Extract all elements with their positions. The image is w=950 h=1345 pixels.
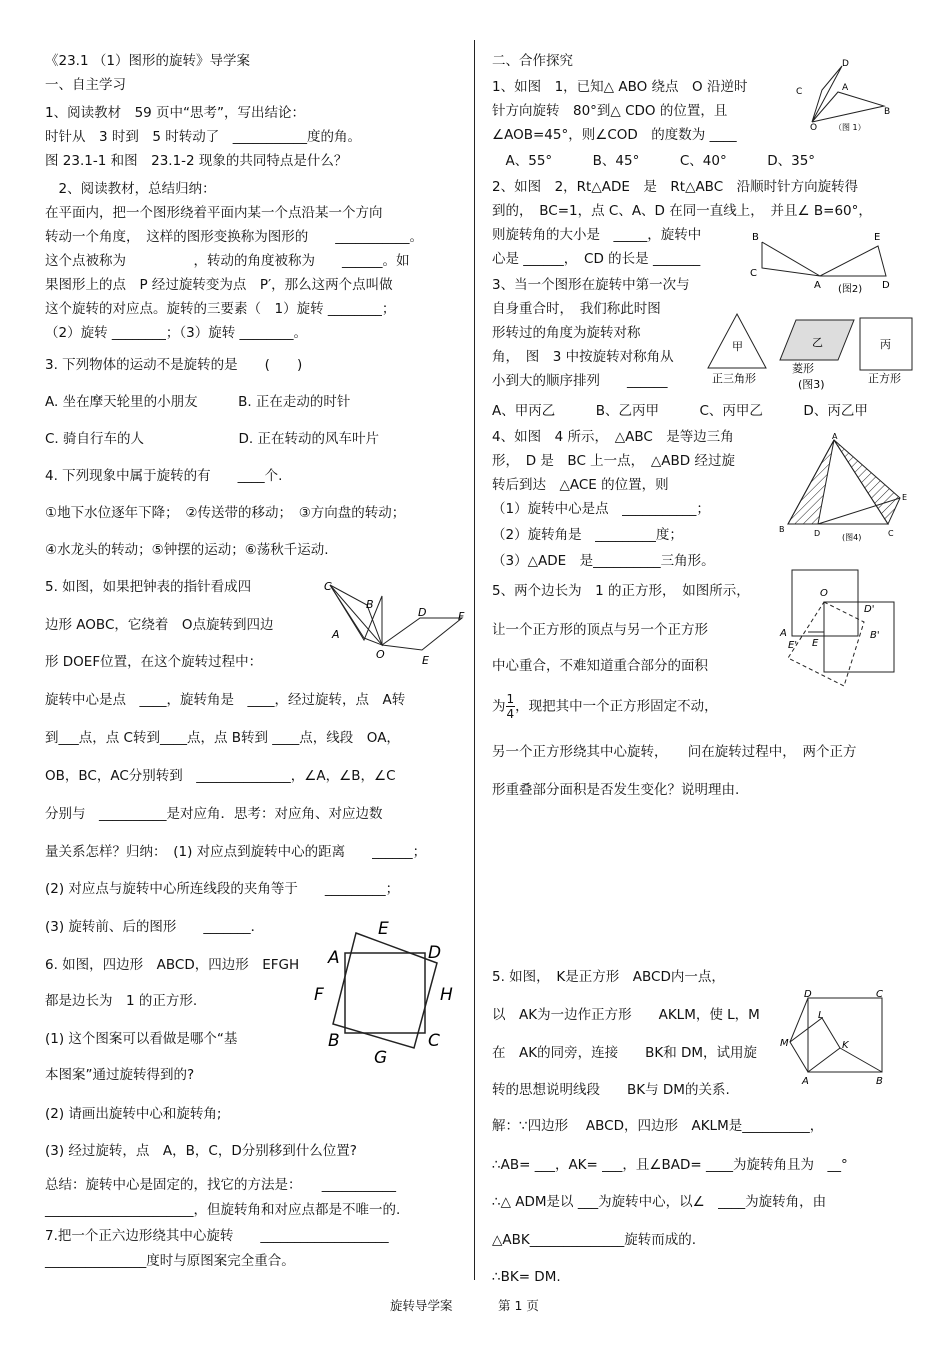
text-line: △ABK______________旋转而成的. — [492, 1232, 697, 1248]
label-B: B — [779, 525, 785, 534]
text-line: 则旋转角的大小是 _____，旋转中 — [492, 227, 702, 243]
text-line: 以 AK为一边作正方形 AKLM，使 L，M — [492, 1007, 760, 1023]
text-line: 2、如图 2，Rt△ADE 是 Rt△ABC 沿顺时针方向旋转得 — [492, 179, 859, 195]
text-line: 心是 ______， CD 的长是 _______ — [492, 251, 701, 267]
text-line: ______________________，但旋转角和对应点都是不唯一的. — [45, 1202, 401, 1218]
label-E: E — [874, 232, 881, 243]
text-line: 解：∵四边形 ABCD，四边形 AKLM是__________， — [492, 1118, 824, 1134]
figure-overlapping-squares — [778, 564, 906, 694]
caption-fig2: (图2) — [838, 284, 863, 295]
text-line: 3、当一个图形在旋转中第一次与 — [492, 277, 690, 293]
text-line: A、甲丙乙 B、乙丙甲 C、丙甲乙 D、丙乙甲 — [492, 403, 868, 419]
text-line: （1）旋转中心是点 ___________； — [492, 501, 710, 517]
text-line: (3) 经过旋转，点 A，B，C，D分别移到什么位置? — [45, 1143, 357, 1159]
label-O: O — [376, 648, 385, 661]
label-B: B — [366, 598, 374, 611]
text-line: 旋转中心是点 ____，旋转角是 ____，经过旋转，点 A转 — [45, 692, 406, 708]
text-line: 在平面内，把一个图形绕着平面内某一个点沿某一个方向 — [45, 205, 383, 221]
label-A: A — [780, 628, 787, 639]
label-E: E — [378, 919, 389, 939]
text-line: 边形 AOBC，它绕着 O点旋转到四边 — [45, 617, 274, 633]
caption-rhombus: 菱形 — [792, 362, 814, 375]
text-line: 转后到达 △ACE 的位置，则 — [492, 477, 669, 493]
label-E: E — [812, 638, 819, 649]
label-B: B — [328, 1031, 340, 1051]
text-line: 一、自主学习 — [45, 77, 126, 93]
label-A: A — [332, 628, 340, 641]
label-O: O — [820, 588, 828, 599]
footer-page-number: 第 1 页 — [498, 1298, 539, 1313]
text-line: A. 坐在摩天轮里的小朋友 B. 正在走动的时针 — [45, 394, 351, 410]
label-F: F — [458, 610, 465, 623]
figure-clock-quadrilaterals — [322, 580, 472, 675]
text-line: ④水龙头的转动；⑤钟摆的运动；⑥荡秋千运动. — [45, 542, 329, 558]
text-line: 在 AK的同旁，连接 BK和 DM，试用旋 — [492, 1045, 758, 1061]
text-line: 角， 图 3 中按旋转对称角从 — [492, 349, 674, 365]
fraction-line: 为 $\frac{1}{4}$ ，现把其中一个正方形固定不动， — [492, 692, 718, 721]
text-line: 让一个正方形的顶点与另一个正方形 — [492, 622, 708, 638]
text-line: 另一个正方形绕其中心旋转， 问在旋转过程中， 两个正方 — [492, 744, 857, 760]
label-Bprime: B' — [870, 630, 880, 641]
label-D: D — [428, 943, 442, 963]
label-bing: 丙 — [880, 338, 891, 351]
text-line: 这个点被称为 ，转动的角度被称为 ______。如 — [45, 253, 410, 269]
figure-two-squares — [310, 918, 460, 1068]
text-line: 5、两个边长为 1 的正方形， 如图所示， — [492, 583, 750, 599]
text-line: 本图案”通过旋转得到的? — [45, 1067, 195, 1083]
caption-triangle: 正三角形 — [712, 372, 756, 385]
text-line: (3) 旋转前、后的图形 _______． — [45, 919, 265, 935]
label-H: H — [440, 985, 453, 1005]
label-G: G — [374, 1048, 388, 1068]
label-D: D — [804, 989, 812, 1000]
text-line: 转的思想说明线段 BK与 DM的关系. — [492, 1082, 730, 1098]
text-line: 图 23.1-1 和图 23.1-2 现象的共同特点是什么？ — [45, 153, 348, 169]
text-line: 形转过的角度为旋转对称 — [492, 325, 641, 341]
caption-fig4: (图4) — [842, 533, 862, 542]
label-A: A — [832, 432, 838, 441]
label-B: B — [884, 107, 891, 117]
label-B: B — [876, 1076, 883, 1087]
text-line: 2、阅读教材，总结归纳： — [45, 181, 216, 197]
text-line: 5. 如图， K是正方形 ABCD内一点， — [492, 969, 725, 985]
text-line: 到___点，点 C转到____点，点 B转到 ____点，线段 OA， — [45, 730, 400, 746]
label-O: O — [810, 123, 818, 133]
text-line: 二、合作探究 — [492, 53, 573, 69]
label-A: A — [842, 83, 849, 93]
label-K: K — [842, 1040, 849, 1051]
text-line: (2) 对应点与旋转中心所连线段的夹角等于 _________； — [45, 881, 400, 897]
column-divider — [474, 40, 475, 1280]
label-D: D — [814, 529, 821, 538]
label-D: D — [882, 280, 890, 291]
label-jia: 甲 — [732, 340, 743, 353]
text-line: 果图形上的点 P 经过旋转变为点 P′，那么这两个点叫做 — [45, 277, 393, 293]
text-line: (2) 请画出旋转中心和旋转角; — [45, 1106, 222, 1122]
figure-3 — [704, 310, 914, 392]
text-line: 4、如图 4 所示， △ABC 是等边三角 — [492, 429, 734, 445]
caption-square: 正方形 — [868, 372, 901, 385]
label-C: C — [750, 268, 757, 279]
label-A: A — [328, 948, 340, 968]
text-line: 7.把一个正六边形绕其中心旋转 ___________________ — [45, 1228, 389, 1244]
figure-2 — [750, 228, 900, 296]
label-D: D — [418, 606, 427, 619]
text-line: 1、阅读教材 59 页中“思考”，写出结论： — [45, 105, 306, 121]
text-line: 总结：旋转中心是固定的，找它的方法是： ___________ — [45, 1177, 396, 1193]
text-line: 中心重合，不难知道重合部分的面积 — [492, 658, 708, 674]
label-yi: 乙 — [812, 336, 823, 349]
label-M: M — [780, 1038, 789, 1049]
text-line: 4. 下列现象中属于旋转的有 ____个. — [45, 468, 283, 484]
text-line: 6. 如图，四边形 ABCD，四边形 EFGH — [45, 957, 300, 973]
text-line: 到的， BC=1，点 C、A、D 在同一直线上， 并且∠ B=60°， — [492, 203, 872, 219]
label-Eprime: E' — [788, 640, 798, 651]
label-C: C — [888, 529, 894, 538]
text-line: 形 DOEF位置，在这个旋转过程中： — [45, 654, 263, 670]
text-line: 《23.1 （1）图形的旋转》导学案 — [45, 53, 250, 69]
text-line: 1、如图 1，已知△ ABO 绕点 O 沿逆时 — [492, 79, 748, 95]
label-C: C — [324, 580, 332, 593]
text-line: 分别与 __________是对应角．思考：对应角、对应边数 — [45, 806, 383, 822]
text-line: ∴△ ADM是以 ___为旋转中心，以∠ ____为旋转角，由 — [492, 1194, 827, 1210]
figure-1 — [790, 56, 900, 136]
label-Dprime: D' — [864, 604, 875, 615]
text-line: 5. 如图，如果把钟表的指针看成四 — [45, 579, 252, 595]
footer-title: 旋转导学案 — [390, 1298, 453, 1313]
label-F: F — [314, 985, 324, 1005]
text-line: _______________度时与原图案完全重合。 — [45, 1253, 295, 1269]
text-line: ∴BK= DM. — [492, 1269, 561, 1285]
text-line: 针方向旋转 80°到△ CDO 的位置，且 — [492, 103, 728, 119]
text-line: 3. 下列物体的运动不是旋转的是 ( ) — [45, 357, 303, 373]
text-line: 这个旋转的对应点。旋转的三要素（ 1）旋转 ________； — [45, 301, 396, 317]
text-line: 转动一个角度， 这样的图形变换称为图形的 ___________。 — [45, 229, 423, 245]
text-line: ∴AB= ___，AK= ___，且∠BAD= ____为旋转角且为 __° — [492, 1157, 848, 1173]
text-line: 形， D 是 BC 上一点， △ABD 经过旋 — [492, 453, 735, 469]
text-line: ①地下水位逐年下降； ②传送带的移动； ③方向盘的转动； — [45, 505, 406, 521]
label-C: C — [796, 87, 803, 97]
text-line: (1) 这个图案可以看做是哪个“基 — [45, 1031, 238, 1047]
text-line: ∠AOB=45°，则∠COD 的度数为 ____ — [492, 127, 737, 143]
text-line: C. 骑自行车的人 D. 正在转动的风车叶片 — [45, 431, 379, 447]
text-line: 量关系怎样？归纳： (1) 对应点到旋转中心的距离 ______； — [45, 844, 427, 860]
figure-4 — [776, 432, 912, 544]
text-line: （3）△ADE 是__________三角形。 — [492, 553, 715, 569]
text-line: （2）旋转角是 _________度； — [492, 527, 683, 543]
label-C: C — [876, 989, 883, 1000]
label-B: B — [752, 232, 759, 243]
label-L: L — [818, 1010, 824, 1021]
caption-fig3: (图3) — [798, 378, 825, 391]
text-line: 时针从 3 时到 5 时转动了 ___________度的角。 — [45, 129, 362, 145]
figure-square-AKLM — [778, 988, 890, 1092]
text-line: 小到大的顺序排列 ______ — [492, 373, 668, 389]
text-line: 都是边长为 1 的正方形. — [45, 993, 198, 1009]
fraction-one-quarter: $\frac{1}{4}$ — [506, 692, 515, 721]
text-line: OB，BC，AC分别转到 ______________，∠A，∠B，∠C — [45, 768, 396, 784]
label-E: E — [422, 654, 429, 667]
text-line: （2）旋转 ________；（3）旋转 ________。 — [45, 325, 308, 341]
text-line: 自身重合时， 我们称此时图 — [492, 301, 661, 317]
text-line: 形重叠部分面积是否发生变化？说明理由. — [492, 782, 740, 798]
label-E: E — [902, 493, 908, 502]
caption-fig1: （图 1） — [834, 123, 866, 132]
label-C: C — [428, 1031, 440, 1051]
label-A: A — [802, 1076, 809, 1087]
label-D: D — [842, 59, 849, 69]
text-line: A、55° B、45° C、40° D、35° — [492, 153, 816, 169]
label-A: A — [814, 280, 821, 291]
